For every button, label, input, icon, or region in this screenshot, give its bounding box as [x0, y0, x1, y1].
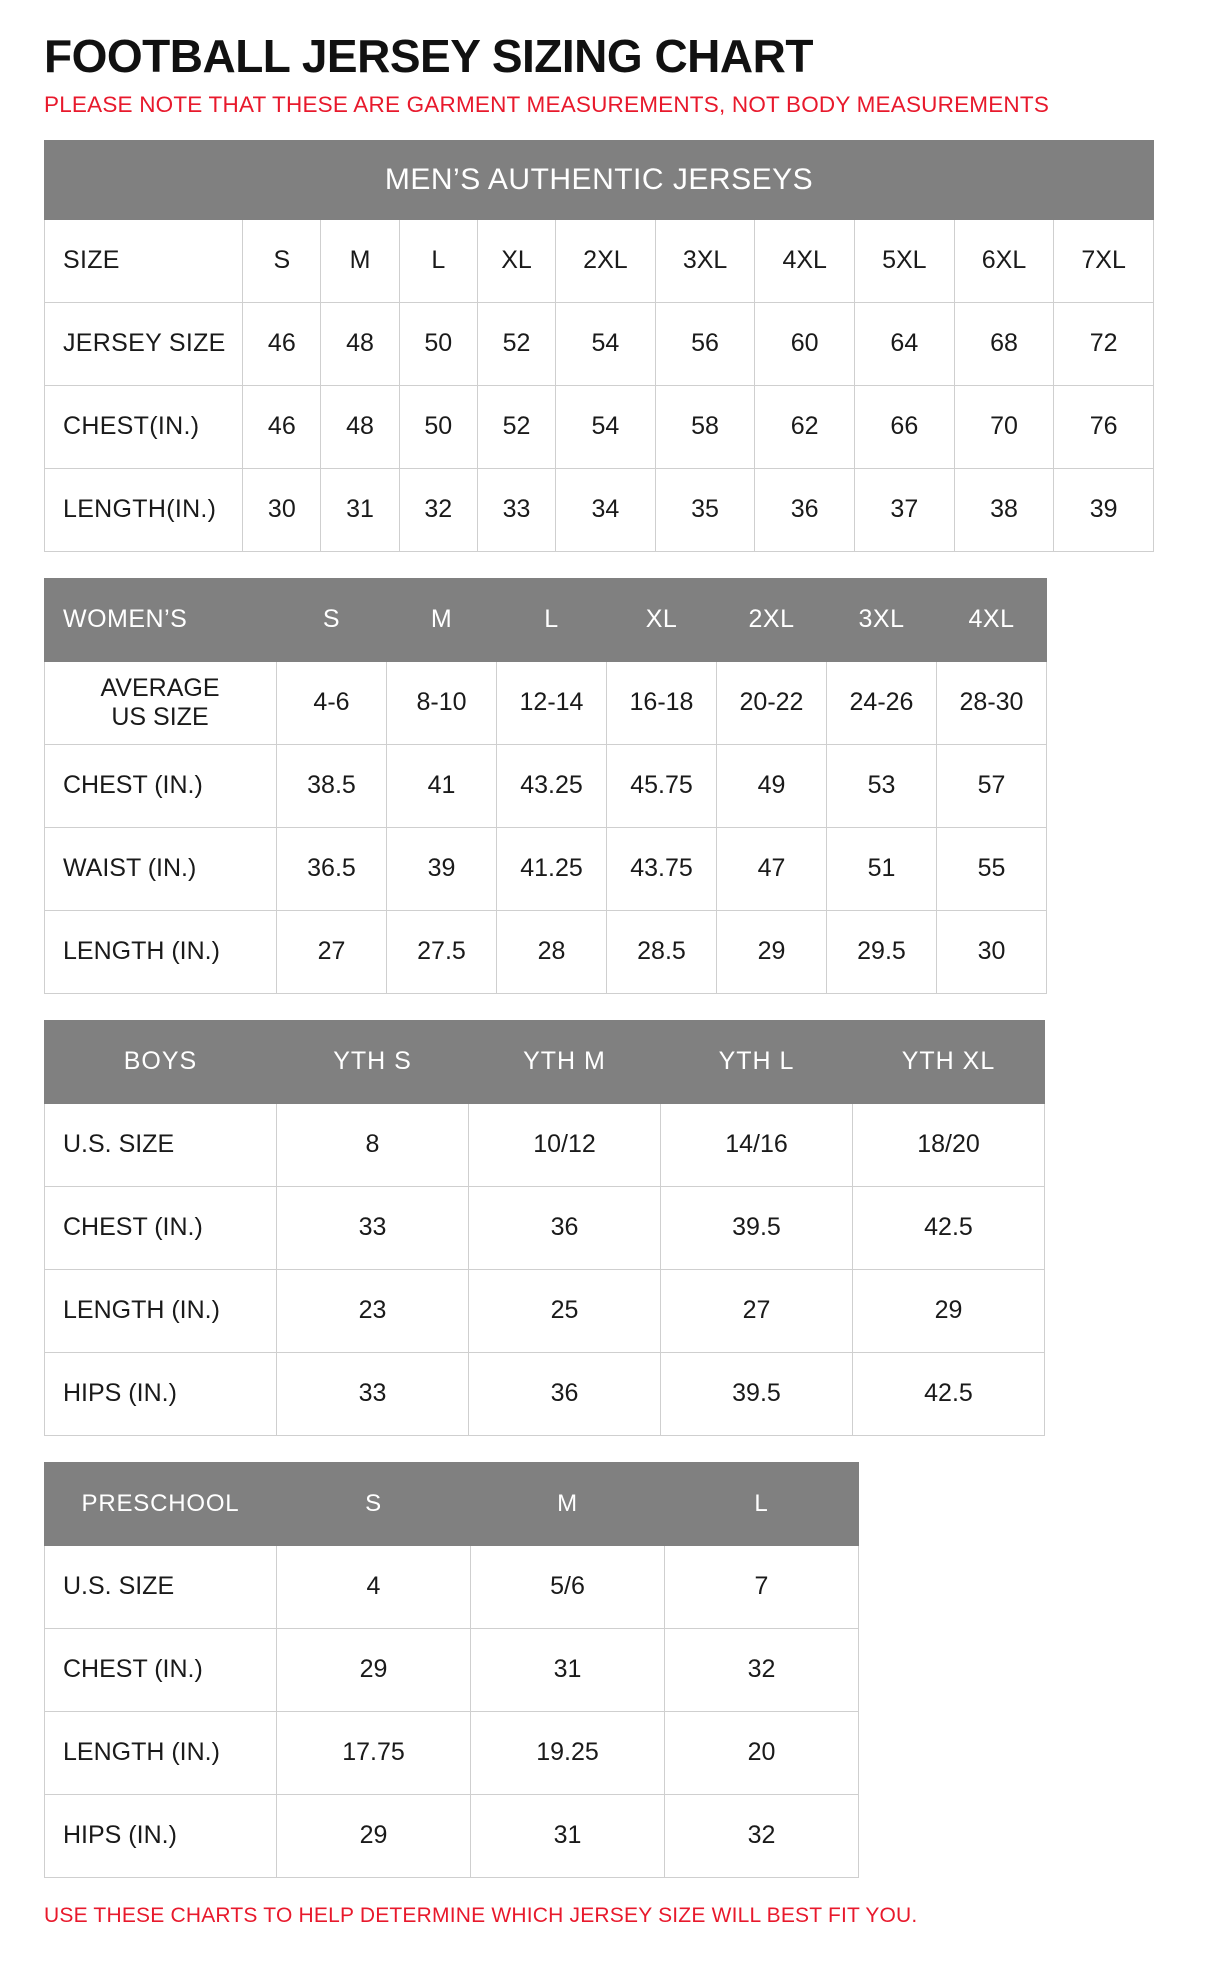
table-row — [45, 140, 1154, 219]
cell: 30 — [937, 910, 1047, 993]
cell: 38 — [954, 468, 1054, 551]
cell: 57 — [937, 744, 1047, 827]
row-label: CHEST (IN.) — [45, 744, 277, 827]
cell: 41 — [387, 744, 497, 827]
row-label: HIPS (IN.) — [45, 1794, 277, 1877]
cell: 36 — [469, 1186, 661, 1269]
cell: 35 — [655, 468, 755, 551]
table-row — [45, 1352, 1045, 1435]
column-header: 3XL — [655, 219, 755, 302]
column-header: 4XL — [755, 219, 855, 302]
cell: 8 — [277, 1103, 469, 1186]
cell: 46 — [243, 385, 321, 468]
column-header-size: SIZE — [45, 219, 243, 302]
cell: 53 — [827, 744, 937, 827]
cell: 14/16 — [661, 1103, 853, 1186]
table-row — [45, 1628, 859, 1711]
page-title: FOOTBALL JERSEY SIZING CHART — [44, 30, 813, 82]
column-header: XL — [477, 219, 555, 302]
cell: 34 — [556, 468, 656, 551]
cell: 29.5 — [827, 910, 937, 993]
cell: 28-30 — [937, 661, 1047, 744]
cell: 39 — [387, 827, 497, 910]
preschool-sizing-table — [44, 1462, 859, 1878]
boys-header: BOYS — [45, 1020, 277, 1103]
cell: 32 — [399, 468, 477, 551]
table-row — [45, 1462, 859, 1545]
cell: 41.25 — [497, 827, 607, 910]
cell: 23 — [277, 1269, 469, 1352]
row-label: CHEST (IN.) — [45, 1186, 277, 1269]
cell: 72 — [1054, 302, 1154, 385]
row-label: U.S. SIZE — [45, 1545, 277, 1628]
table-row — [45, 827, 1047, 910]
cell: 43.25 — [497, 744, 607, 827]
table-row — [45, 1794, 859, 1877]
cell: 49 — [717, 744, 827, 827]
cell: 48 — [321, 385, 399, 468]
cell: 24-26 — [827, 661, 937, 744]
preschool-header: PRESCHOOL — [45, 1462, 277, 1545]
cell: 68 — [954, 302, 1054, 385]
cell: 43.75 — [607, 827, 717, 910]
cell: 25 — [469, 1269, 661, 1352]
row-label: LENGTH (IN.) — [45, 1711, 277, 1794]
column-header: L — [665, 1462, 859, 1545]
cell: 64 — [855, 302, 955, 385]
cell: 50 — [399, 385, 477, 468]
cell: 7 — [665, 1545, 859, 1628]
table-row — [45, 1545, 859, 1628]
column-header: 2XL — [717, 578, 827, 661]
cell: 45.75 — [607, 744, 717, 827]
cell: 12-14 — [497, 661, 607, 744]
cell: 10/12 — [469, 1103, 661, 1186]
column-header: M — [387, 578, 497, 661]
cell: 56 — [655, 302, 755, 385]
row-label: LENGTH (IN.) — [45, 910, 277, 993]
cell: 39.5 — [661, 1186, 853, 1269]
cell: 29 — [717, 910, 827, 993]
cell: 32 — [665, 1628, 859, 1711]
column-header: 2XL — [556, 219, 656, 302]
column-header: XL — [607, 578, 717, 661]
column-header: YTH M — [469, 1020, 661, 1103]
column-header: 5XL — [855, 219, 955, 302]
cell: 32 — [665, 1794, 859, 1877]
row-label: LENGTH (IN.) — [45, 1269, 277, 1352]
table-row — [45, 1020, 1045, 1103]
row-label: JERSEY SIZE — [45, 302, 243, 385]
row-label: U.S. SIZE — [45, 1103, 277, 1186]
column-header: S — [243, 219, 321, 302]
row-label-line1: AVERAGE — [100, 673, 220, 702]
cell: 52 — [477, 302, 555, 385]
row-label: CHEST (IN.) — [45, 1628, 277, 1711]
column-header: M — [471, 1462, 665, 1545]
cell: 33 — [277, 1186, 469, 1269]
cell: 42.5 — [853, 1352, 1045, 1435]
row-label: HIPS (IN.) — [45, 1352, 277, 1435]
table-row — [45, 1269, 1045, 1352]
cell: 20-22 — [717, 661, 827, 744]
womens-sizing-table — [44, 578, 1047, 994]
column-header: M — [321, 219, 399, 302]
cell: 42.5 — [853, 1186, 1045, 1269]
cell: 27.5 — [387, 910, 497, 993]
table-row — [45, 661, 1047, 744]
cell: 48 — [321, 302, 399, 385]
cell: 8-10 — [387, 661, 497, 744]
cell: 39.5 — [661, 1352, 853, 1435]
cell: 33 — [477, 468, 555, 551]
footer-note: USE THESE CHARTS TO HELP DETERMINE WHICH JERSEY SIZE WILL BEST FIT YOU. — [44, 1903, 918, 1927]
cell: 27 — [661, 1269, 853, 1352]
cell: 51 — [827, 827, 937, 910]
mens-sizing-table — [44, 140, 1154, 552]
cell: 52 — [477, 385, 555, 468]
row-label-line2: US SIZE — [111, 702, 209, 731]
cell: 33 — [277, 1352, 469, 1435]
womens-header: WOMEN’S — [45, 578, 277, 661]
cell: 36.5 — [277, 827, 387, 910]
mens-banner: MEN’S AUTHENTIC JERSEYS — [45, 140, 1154, 219]
cell: 36 — [755, 468, 855, 551]
cell: 31 — [471, 1794, 665, 1877]
column-header: 6XL — [954, 219, 1054, 302]
cell: 31 — [471, 1628, 665, 1711]
cell: 5/6 — [471, 1545, 665, 1628]
cell: 76 — [1054, 385, 1154, 468]
cell: 50 — [399, 302, 477, 385]
cell: 4-6 — [277, 661, 387, 744]
cell: 29 — [277, 1628, 471, 1711]
column-header: L — [399, 219, 477, 302]
cell: 18/20 — [853, 1103, 1045, 1186]
column-header: 4XL — [937, 578, 1047, 661]
column-header: 7XL — [1054, 219, 1154, 302]
table-row — [45, 219, 1154, 302]
cell: 16-18 — [607, 661, 717, 744]
column-header: S — [277, 578, 387, 661]
table-row — [45, 1711, 859, 1794]
cell: 66 — [855, 385, 955, 468]
table-row — [45, 1186, 1045, 1269]
cell: 39 — [1054, 468, 1154, 551]
row-label: WAIST (IN.) — [45, 827, 277, 910]
table-row — [45, 910, 1047, 993]
cell: 28 — [497, 910, 607, 993]
cell: 70 — [954, 385, 1054, 468]
cell: 55 — [937, 827, 1047, 910]
cell: 58 — [655, 385, 755, 468]
row-label — [45, 661, 277, 744]
cell: 28.5 — [607, 910, 717, 993]
cell: 4 — [277, 1545, 471, 1628]
cell: 47 — [717, 827, 827, 910]
cell: 38.5 — [277, 744, 387, 827]
cell: 29 — [277, 1794, 471, 1877]
table-row — [45, 578, 1047, 661]
cell: 54 — [556, 302, 656, 385]
table-row — [45, 385, 1154, 468]
cell: 62 — [755, 385, 855, 468]
cell: 31 — [321, 468, 399, 551]
cell: 19.25 — [471, 1711, 665, 1794]
column-header: L — [497, 578, 607, 661]
cell: 20 — [665, 1711, 859, 1794]
column-header: 3XL — [827, 578, 937, 661]
column-header: YTH S — [277, 1020, 469, 1103]
table-row — [45, 744, 1047, 827]
cell: 17.75 — [277, 1711, 471, 1794]
cell: 54 — [556, 385, 656, 468]
cell: 60 — [755, 302, 855, 385]
table-row — [45, 302, 1154, 385]
cell: 27 — [277, 910, 387, 993]
cell: 37 — [855, 468, 955, 551]
cell: 29 — [853, 1269, 1045, 1352]
cell: 30 — [243, 468, 321, 551]
column-header: YTH L — [661, 1020, 853, 1103]
column-header: YTH XL — [853, 1020, 1045, 1103]
table-row — [45, 1103, 1045, 1186]
row-label: LENGTH(IN.) — [45, 468, 243, 551]
cell: 46 — [243, 302, 321, 385]
measurement-note: PLEASE NOTE THAT THESE ARE GARMENT MEASUREMENTS, NOT BODY MEASUREMENTS — [44, 92, 1050, 118]
row-label: CHEST(IN.) — [45, 385, 243, 468]
column-header: S — [277, 1462, 471, 1545]
boys-sizing-table — [44, 1020, 1045, 1436]
table-row — [45, 468, 1154, 551]
cell: 36 — [469, 1352, 661, 1435]
